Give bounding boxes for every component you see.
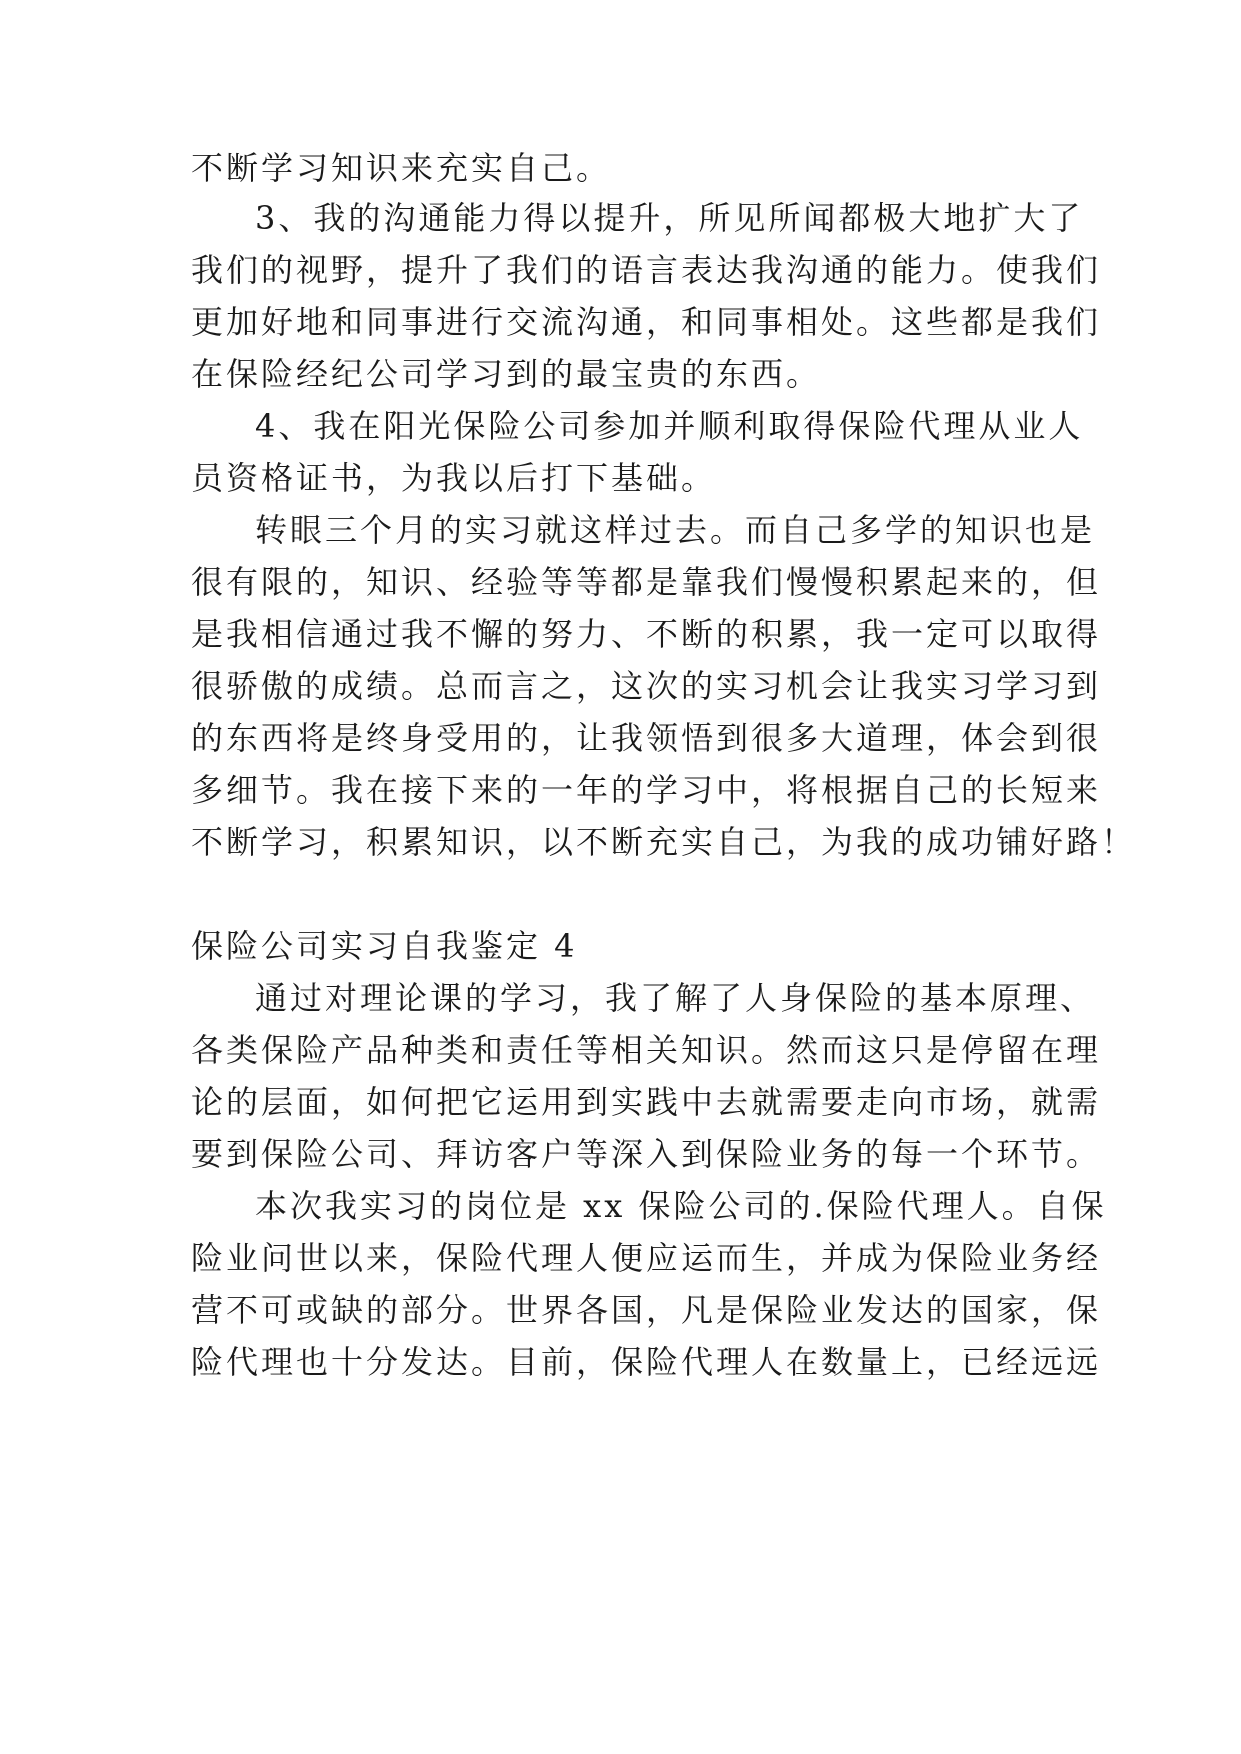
paragraph-line: 险代理也十分发达。目前，保险代理人在数量上，已经远远 bbox=[191, 1343, 1102, 1381]
paragraph-line: 多细节。我在接下来的一年的学习中，将根据自己的长短来 bbox=[191, 771, 1102, 809]
paragraph-line: 转眼三个月的实习就这样过去。而自己多学的知识也是 bbox=[255, 511, 1096, 549]
section-heading: 保险公司实习自我鉴定 4 bbox=[191, 927, 578, 965]
paragraph-line: 更加好地和同事进行交流沟通，和同事相处。这些都是我们 bbox=[191, 303, 1102, 341]
paragraph-line: 很有限的，知识、经验等等都是靠我们慢慢积累起来的，但 bbox=[191, 563, 1102, 601]
paragraph-line: 险业问世以来，保险代理人便应运而生，并成为保险业务经 bbox=[191, 1239, 1102, 1277]
paragraph-line: 的东西将是终身受用的，让我领悟到很多大道理，体会到很 bbox=[191, 719, 1102, 757]
paragraph-line: 不断学习知识来充实自己。 bbox=[191, 149, 612, 187]
paragraph-line: 营不可或缺的部分。世界各国，凡是保险业发达的国家，保 bbox=[191, 1291, 1102, 1329]
paragraph-line: 很骄傲的成绩。总而言之，这次的实习机会让我实习学习到 bbox=[191, 667, 1102, 705]
paragraph-line: 论的层面，如何把它运用到实践中去就需要走向市场，就需 bbox=[191, 1083, 1102, 1121]
paragraph-line: 员资格证书，为我以后打下基础。 bbox=[191, 459, 717, 497]
paragraph-line: 我们的视野，提升了我们的语言表达我沟通的能力。使我们 bbox=[191, 251, 1102, 289]
paragraph-line: 本次我实习的岗位是 xx 保险公司的.保险代理人。自保 bbox=[255, 1187, 1107, 1225]
paragraph-line: 不断学习，积累知识，以不断充实自己，为我的成功铺好路！ bbox=[191, 823, 1137, 861]
paragraph-line: 4、我在阳光保险公司参加并顺利取得保险代理从业人 bbox=[255, 407, 1084, 445]
paragraph-line: 是我相信通过我不懈的努力、不断的积累，我一定可以取得 bbox=[191, 615, 1102, 653]
paragraph-line: 各类保险产品种类和责任等相关知识。然而这只是停留在理 bbox=[191, 1031, 1102, 1069]
paragraph-line: 在保险经纪公司学习到的最宝贵的东西。 bbox=[191, 355, 822, 393]
paragraph-line: 要到保险公司、拜访客户等深入到保险业务的每一个环节。 bbox=[191, 1135, 1102, 1173]
paragraph-line: 通过对理论课的学习，我了解了人身保险的基本原理、 bbox=[255, 979, 1096, 1017]
paragraph-line: 3、我的沟通能力得以提升，所见所闻都极大地扩大了 bbox=[255, 199, 1084, 237]
